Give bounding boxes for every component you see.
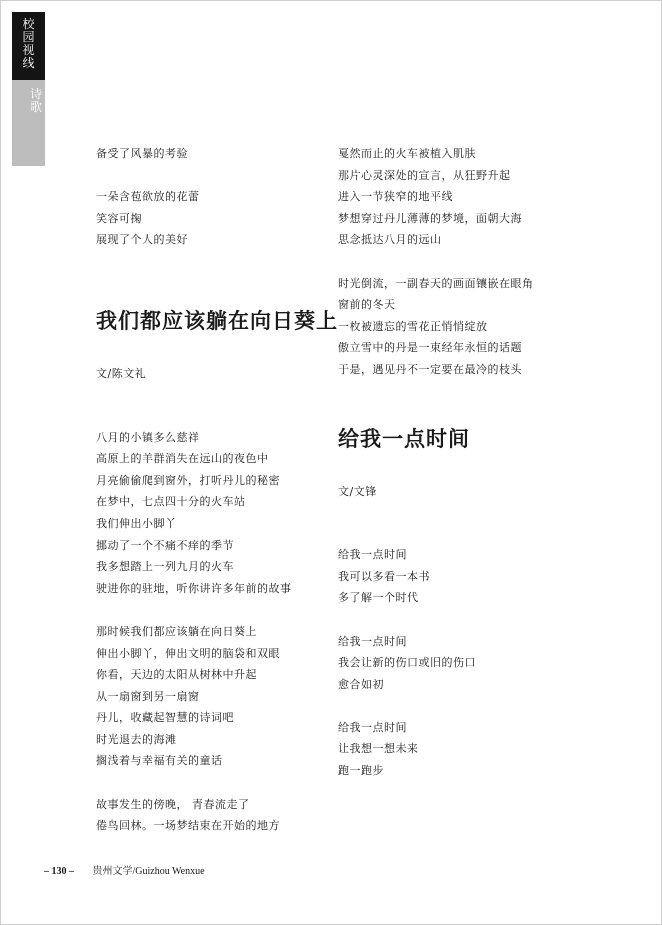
- poem-line: 于是，遇见丹不一定要在最冷的枝头: [338, 362, 522, 376]
- spacer: [96, 251, 326, 307]
- poem-title: 给我一点时间: [338, 425, 470, 451]
- poem-line: 你看，天边的太阳从树林中升起: [96, 668, 257, 682]
- poem-line: 那时候我们都应该躺在向日葵上: [96, 624, 257, 638]
- poem-title: 我们都应该躺在向日葵上: [96, 307, 338, 333]
- stanza-gap: [338, 695, 558, 717]
- stanza-gap: [338, 609, 558, 631]
- poem-line: 倦鸟回林。一场梦结束在开始的地方: [96, 819, 280, 833]
- poem-line: 八月的小镇多么慈祥: [96, 430, 200, 444]
- poem-line: 我会让新的伤口或旧的伤口: [338, 656, 476, 670]
- section-tab: [12, 12, 45, 80]
- poem-line: 愈合如初: [338, 677, 384, 691]
- poem-line: 展现了个人的美好: [96, 233, 188, 247]
- page-footer: [44, 862, 205, 877]
- magazine-name: 贵州文学/Guizhou Wenxue: [92, 866, 205, 877]
- poem-line: 备受了风暴的考验: [96, 147, 188, 160]
- section-tab-char: 线: [22, 56, 35, 70]
- poem-line: 时光倒流，一副春天的画面镶嵌在眼角: [338, 276, 534, 290]
- poem-line: 那片心灵深处的宣言，从狂野升起: [338, 168, 511, 182]
- page-number: – 130 –: [44, 866, 74, 877]
- spacer: [96, 335, 326, 363]
- poem-line: 一枚被遗忘的雪花正悄悄绽放: [338, 319, 488, 333]
- poem-line: 思念抵达八月的远山: [338, 233, 442, 247]
- poem-line: 给我一点时间: [338, 634, 407, 648]
- spacer: [338, 502, 558, 544]
- poem-line: 傲立雪中的丹是一束经年永恒的话题: [338, 341, 522, 355]
- subsection-tab: [12, 80, 45, 166]
- poem-line: 伸出小脚丫，伸出文明的脑袋和双眼: [96, 646, 280, 660]
- poem-line: 笑容可掬: [96, 211, 142, 225]
- poem-line: 梦想穿过丹儿薄薄的梦境，面朝大海: [338, 211, 522, 225]
- poem-line: 搁浅着与幸福有关的童话: [96, 754, 223, 768]
- left-column: [96, 143, 338, 837]
- spacer: [96, 385, 326, 427]
- section-tab-char: 校: [22, 17, 35, 31]
- poem-line: 在梦中，七点四十分的火车站: [96, 495, 246, 509]
- poem-line: 丹儿，收藏起智慧的诗词吧: [96, 711, 234, 725]
- right-column: [338, 143, 558, 782]
- poem-line: 戛然而止的火车被植入肌肤: [338, 147, 476, 160]
- poem-line: 驶进你的驻地，听你讲许多年前的故事: [96, 581, 292, 595]
- spacer: [338, 381, 558, 425]
- poem-line: 给我一点时间: [338, 548, 407, 562]
- section-tab-char: 园: [22, 30, 35, 44]
- subsection-tab-char: 诗: [30, 87, 43, 101]
- stanza-gap: [96, 772, 326, 794]
- poem-line: 窗前的冬天: [338, 298, 396, 312]
- poem-line: 时光退去的海滩: [96, 732, 177, 746]
- poem-line: 故事发生的傍晚， 青春流走了: [96, 797, 250, 811]
- poem-line: 一朵含苞欲放的花蕾: [96, 190, 200, 204]
- poem-line: 高原上的羊群消失在远山的夜色中: [96, 452, 269, 466]
- poem-line: 进入一节狭窄的地平线: [338, 190, 453, 204]
- poem-byline: 文/文锋: [338, 484, 377, 498]
- section-tab-char: 视: [22, 43, 35, 57]
- poem-line: 月亮偷偷爬到窗外，打听丹儿的秘密: [96, 473, 280, 487]
- poem-line: 多了解一个时代: [338, 591, 419, 605]
- stanza-gap: [96, 165, 326, 187]
- poem-line: 我多想踏上一列九月的火车: [96, 560, 234, 574]
- poem-line: 让我想一想未来: [338, 742, 419, 756]
- poem-line: 从一扇窗到另一扇窗: [96, 689, 200, 703]
- stanza-gap: [338, 251, 558, 273]
- poem-line: 挪动了一个不痛不痒的季节: [96, 538, 234, 552]
- subsection-tab-char: 歌: [30, 100, 43, 114]
- stanza-gap: [96, 599, 326, 621]
- poem-line: 给我一点时间: [338, 720, 407, 734]
- poem-line: 我们伸出小脚丫: [96, 516, 177, 530]
- poem-line: 跑一跑步: [338, 764, 384, 778]
- poem-line: 我可以多看一本书: [338, 569, 430, 583]
- poem-byline: 文/陈文礼: [96, 366, 147, 380]
- spacer: [338, 453, 558, 481]
